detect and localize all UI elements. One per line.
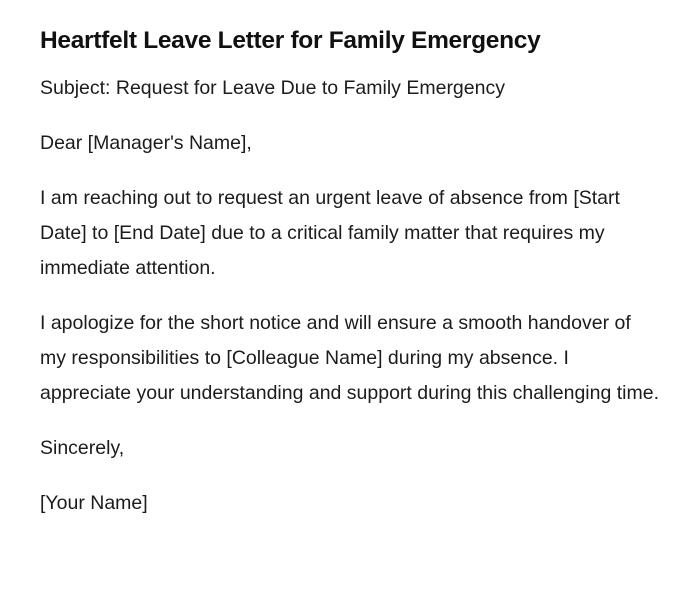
letter-salutation: Dear [Manager's Name], bbox=[40, 132, 252, 154]
letter-title: Heartfelt Leave Letter for Family Emergency bbox=[40, 27, 541, 54]
letter-subject: Subject: Request for Leave Due to Family Emergency bbox=[40, 77, 505, 99]
letter-document bbox=[40, 24, 660, 541]
letter-body-paragraph: I am reaching out to request an urgent leave of absence from [Start Date] to [End Date] due to a critical family matter that requires my immediate attention. bbox=[40, 187, 620, 279]
letter-body-paragraph: I apologize for the short notice and will ensure a smooth handover of my responsibilities to [Colleague Name] during my absence. I appreciate your understanding and support during this challenging time. bbox=[40, 312, 659, 404]
letter-signature: [Your Name] bbox=[40, 492, 148, 514]
letter-closing: Sincerely, bbox=[40, 437, 125, 459]
